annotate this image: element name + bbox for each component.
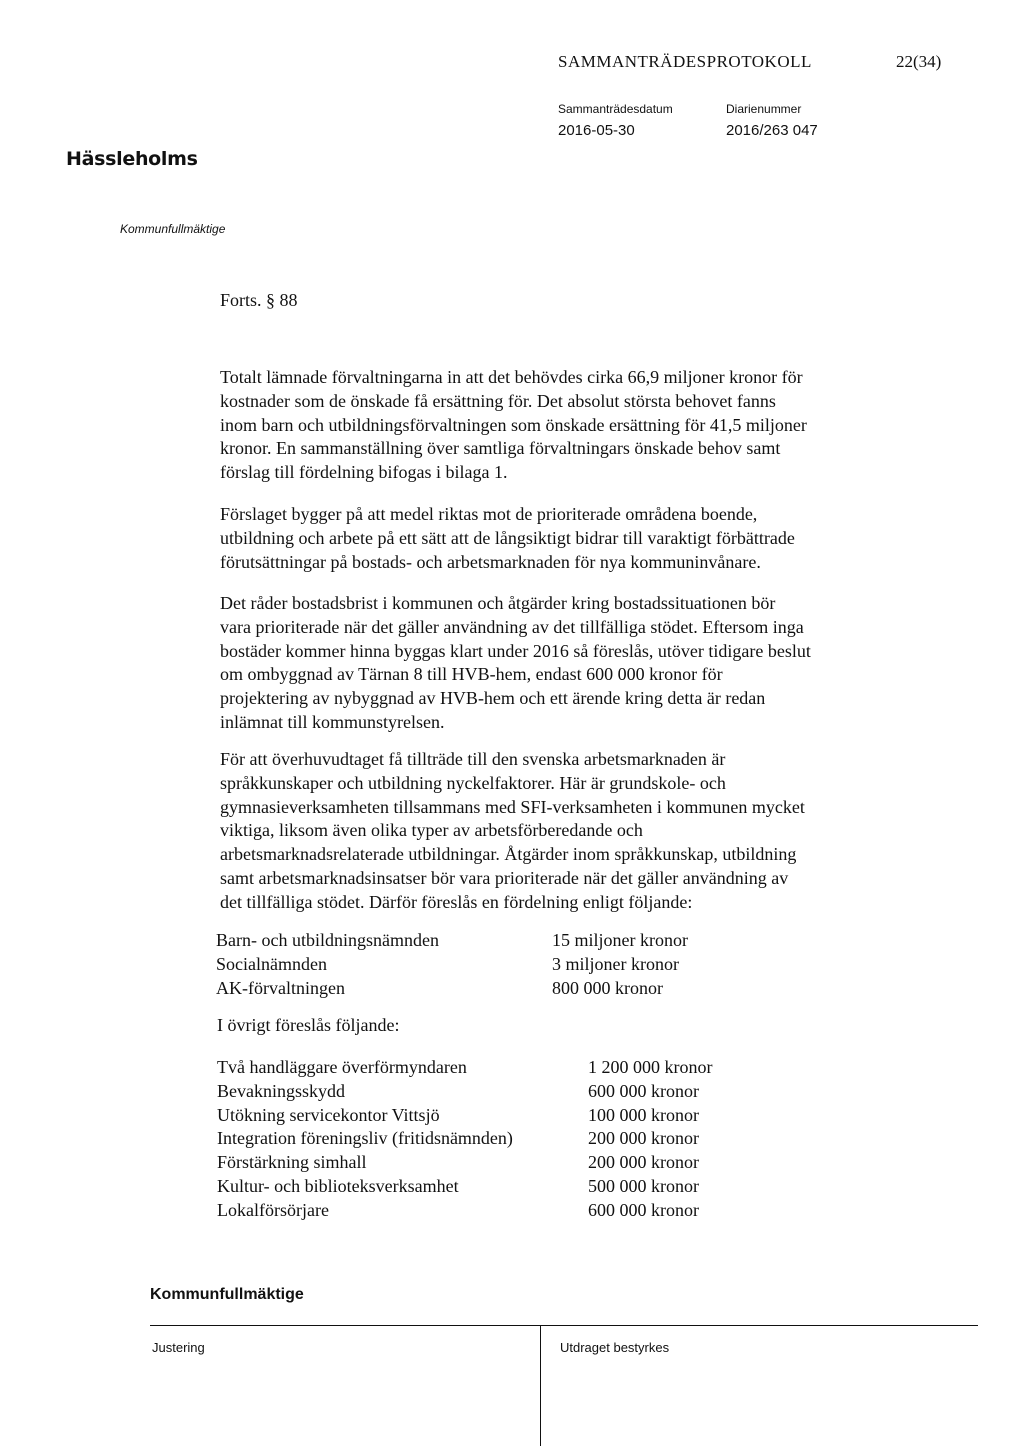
paragraph-line: Totalt lämnade förvaltningarna in att det behövdes cirka 66,9 miljoner kronor för [220, 367, 803, 387]
paragraph-line: gymnasieverksamheten tillsammans med SFI-verksamheten i kommunen mycket [220, 796, 805, 817]
paragraph-line: samt arbetsmarknadsinsatser bör vara prioriterade när det gäller användning av [220, 867, 789, 888]
allocation-name: AK-förvaltningen [216, 977, 345, 998]
other-item-amount: 200 000 kronor [588, 1152, 699, 1173]
paragraph-line: utbildning och arbete på ett sätt att de långsiktigt bidrar till varaktigt förbättrade [220, 527, 795, 548]
paragraph-line: För att överhuvudtaget få tillträde till den svenska arbetsmarknaden är [220, 749, 726, 769]
paragraph-line: projektering av nybyggnad av HVB-hem och ett ärende kring detta är redan [220, 688, 766, 709]
paragraph-line: Det råder bostadsbrist i kommunen och åtgärder kring bostadssituationen bör [220, 593, 776, 613]
paragraph-totals [220, 366, 890, 485]
page-number: 22(34) [896, 52, 942, 71]
paragraph-line: bostäder kommer hinna byggas klart under 2016 så föreslås, utöver tidigare beslut [220, 640, 811, 661]
paragraph-line: språkkunskaper och utbildning nyckelfaktorer. Här är grundskole- och [220, 772, 726, 793]
body-name: Kommunfullmäktige [120, 222, 226, 236]
section-heading: Forts. § 88 [220, 290, 298, 310]
other-heading [217, 1014, 399, 1038]
paragraph-line: förslag till fördelning bifogas i bilaga 1. [220, 462, 508, 483]
organization-logo: Hässleholms [66, 148, 198, 170]
paragraph-housing [220, 592, 890, 735]
paragraph-proposal [220, 503, 890, 574]
allocation-amount: 15 miljoner kronor [552, 930, 688, 950]
allocation-amounts [552, 929, 688, 1000]
extract-label: Utdraget bestyrkes [560, 1340, 670, 1355]
meeting-date: 2016-05-30 [558, 122, 635, 139]
paragraph-line: vara prioriterade när det gäller användning av det tillfälliga stödet. Eftersom inga [220, 616, 804, 637]
paragraph-line: det tillfälliga stödet. Därför föreslås en fördelning enligt följande: [220, 891, 693, 912]
other-item-name: Bevakningsskydd [217, 1080, 345, 1101]
allocation-names [216, 929, 439, 1000]
other-item-name: Kultur- och biblioteksverksamhet [217, 1175, 459, 1196]
footer-body-name: Kommunfullmäktige [150, 1286, 304, 1303]
paragraph-line: viktiga, liksom även olika typer av arbetsförberedande och [220, 820, 643, 841]
diary-label: Diarienummer [726, 102, 802, 116]
allocation-name: Socialnämnden [216, 953, 327, 974]
date-label: Sammanträdesdatum [558, 102, 673, 116]
paragraph-labour-market [220, 748, 890, 915]
paragraph-line: kostnader som de önskade få ersättning för. Det absolut största behovet fanns [220, 390, 776, 411]
paragraph-line: inom barn och utbildningsförvaltningen som önskade ersättning för 41,5 miljoner [220, 414, 807, 435]
diary-number: 2016/263 047 [726, 122, 818, 139]
other-amounts [588, 1056, 713, 1223]
other-item-amount: 100 000 kronor [588, 1104, 699, 1125]
other-item-name: Lokalförsörjare [217, 1199, 329, 1220]
paragraph-line: arbetsmarknadsrelaterade utbildningar. Åtgärder inom språkkunskap, utbildning [220, 844, 797, 865]
justering-label: Justering [152, 1340, 205, 1355]
other-heading-text: I övrigt föreslås följande: [217, 1015, 400, 1035]
paragraph-line: inlämnat till kommunstyrelsen. [220, 711, 445, 732]
other-item-amount: 600 000 kronor [588, 1199, 699, 1220]
paragraph-line: Förslaget bygger på att medel riktas mot de prioriterade områdena boende, [220, 504, 758, 524]
other-item-amount: 600 000 kronor [588, 1080, 699, 1101]
other-item-name: Utökning servicekontor Vittsjö [217, 1104, 440, 1125]
other-item-amount: 1 200 000 kronor [588, 1057, 713, 1077]
other-names [217, 1056, 513, 1223]
footer-column-divider [540, 1325, 541, 1446]
document-type: SAMMANTRÄDESPROTOKOLL [558, 52, 812, 71]
other-item-name: Förstärkning simhall [217, 1152, 367, 1173]
other-item-name: Två handläggare överförmyndaren [217, 1057, 467, 1077]
paragraph-line: om ombyggnad av Tärnan 8 till HVB-hem, endast 600 000 kronor för [220, 664, 723, 685]
paragraph-line: kronor. En sammanställning över samtliga förvaltningars önskade behov samt [220, 438, 781, 459]
allocation-amount: 3 miljoner kronor [552, 953, 679, 974]
other-item-amount: 500 000 kronor [588, 1175, 699, 1196]
other-item-amount: 200 000 kronor [588, 1128, 699, 1149]
other-item-name: Integration föreningsliv (fritidsnämnden) [217, 1128, 513, 1149]
footer-divider [150, 1325, 978, 1326]
allocation-name: Barn- och utbildningsnämnden [216, 930, 439, 950]
allocation-amount: 800 000 kronor [552, 977, 663, 998]
paragraph-line: förutsättningar på bostads- och arbetsmarknaden för nya kommuninvånare. [220, 551, 761, 572]
